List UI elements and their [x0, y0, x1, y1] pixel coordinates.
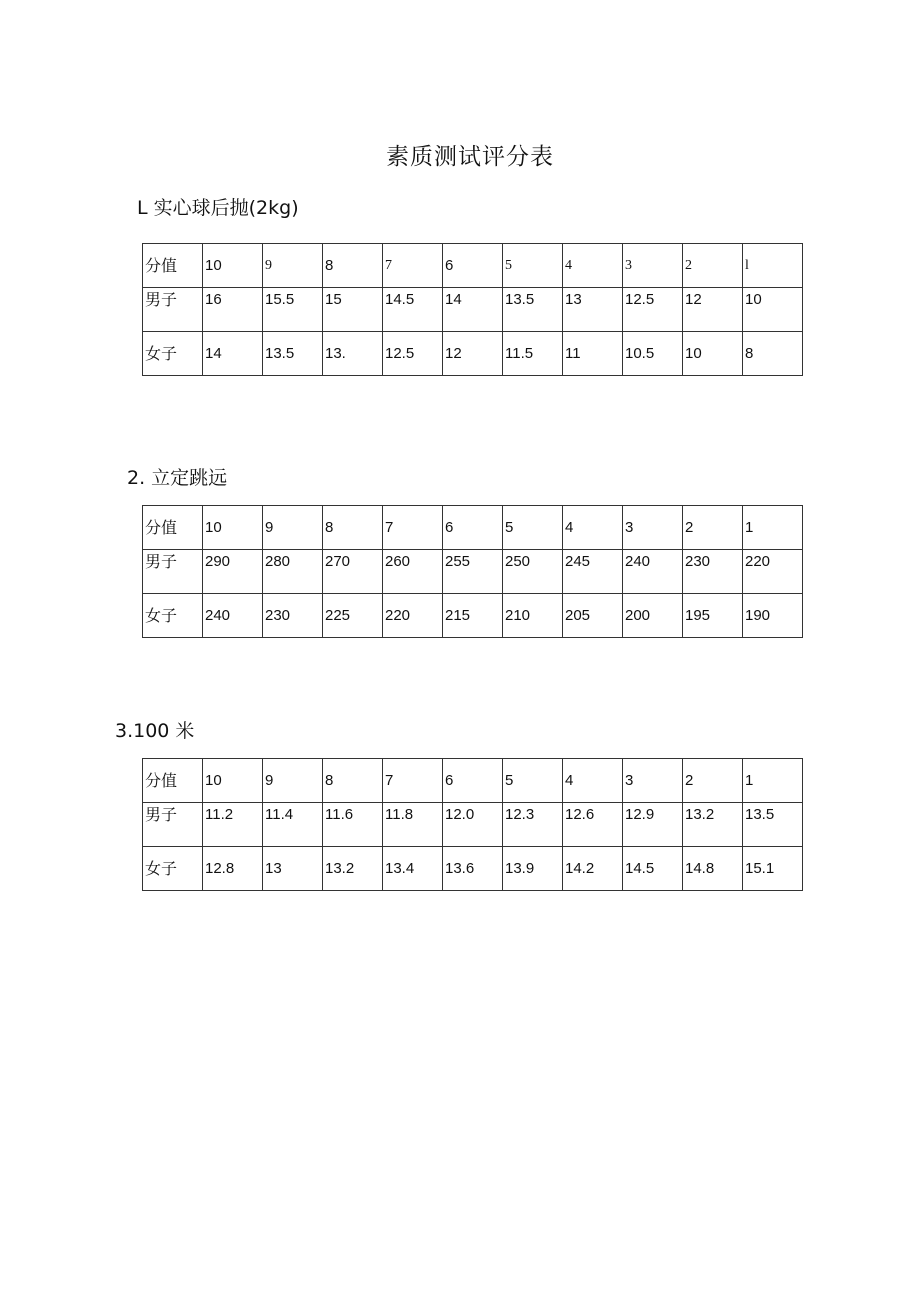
male-value-cell: 260 [383, 550, 443, 594]
row-label-female: 女子 [143, 332, 203, 376]
male-value-cell: 12.6 [563, 803, 623, 847]
male-value-cell: 12.9 [623, 803, 683, 847]
male-value-cell: 11.8 [383, 803, 443, 847]
male-value-cell: 13 [563, 288, 623, 332]
table-row [143, 803, 803, 847]
score-cell: 6 [443, 506, 503, 550]
section-heading-shot-put: L 实心球后抛(2kg) [137, 197, 299, 219]
female-value-cell: 230 [263, 594, 323, 638]
table-row [143, 288, 803, 332]
female-value-cell: 240 [203, 594, 263, 638]
row-label-male: 男子 [143, 288, 203, 332]
female-value-cell: 14.5 [623, 847, 683, 891]
female-value-cell: 8 [743, 332, 803, 376]
male-value-cell: 11.4 [263, 803, 323, 847]
female-value-cell: 10.5 [623, 332, 683, 376]
score-cell: 4 [563, 506, 623, 550]
score-table-100m [142, 758, 803, 891]
score-cell: 5 [503, 244, 563, 288]
female-value-cell: 220 [383, 594, 443, 638]
male-value-cell: 230 [683, 550, 743, 594]
female-value-cell: 200 [623, 594, 683, 638]
female-value-cell: 195 [683, 594, 743, 638]
female-value-cell: 11 [563, 332, 623, 376]
score-cell: 8 [323, 759, 383, 803]
score-cell: 2 [683, 506, 743, 550]
male-value-cell: 255 [443, 550, 503, 594]
female-value-cell: 12.5 [383, 332, 443, 376]
row-label-female: 女子 [143, 594, 203, 638]
score-cell: 5 [503, 506, 563, 550]
female-value-cell: 11.5 [503, 332, 563, 376]
score-cell: 5 [503, 759, 563, 803]
score-cell: 6 [443, 759, 503, 803]
score-table-long-jump [142, 505, 803, 638]
score-cell: l [743, 244, 803, 288]
male-value-cell: 290 [203, 550, 263, 594]
male-value-cell: 15 [323, 288, 383, 332]
table-row [143, 244, 803, 288]
score-cell: 10 [203, 244, 263, 288]
male-value-cell: 250 [503, 550, 563, 594]
page-title: 素质测试评分表 [386, 144, 554, 170]
female-value-cell: 225 [323, 594, 383, 638]
score-cell: 3 [623, 759, 683, 803]
table-row [143, 506, 803, 550]
score-cell: 9 [263, 244, 323, 288]
female-value-cell: 13 [263, 847, 323, 891]
table-row [143, 759, 803, 803]
female-value-cell: 13.2 [323, 847, 383, 891]
score-cell: 7 [383, 244, 443, 288]
score-cell: 1 [743, 506, 803, 550]
score-cell: 2 [683, 244, 743, 288]
score-cell: 10 [203, 759, 263, 803]
score-cell: 10 [203, 506, 263, 550]
male-value-cell: 12.0 [443, 803, 503, 847]
female-value-cell: 190 [743, 594, 803, 638]
section-heading-100m: 3.100 米 [115, 720, 195, 742]
male-value-cell: 270 [323, 550, 383, 594]
score-cell: 6 [443, 244, 503, 288]
score-cell: 4 [563, 244, 623, 288]
score-cell: 2 [683, 759, 743, 803]
row-label-male: 男子 [143, 550, 203, 594]
male-value-cell: 15.5 [263, 288, 323, 332]
female-value-cell: 215 [443, 594, 503, 638]
female-value-cell: 13.5 [263, 332, 323, 376]
female-value-cell: 15.1 [743, 847, 803, 891]
female-value-cell: 205 [563, 594, 623, 638]
male-value-cell: 245 [563, 550, 623, 594]
male-value-cell: 13.2 [683, 803, 743, 847]
male-value-cell: 13.5 [503, 288, 563, 332]
row-label-male: 男子 [143, 803, 203, 847]
section-heading-long-jump: 2. 立定跳远 [127, 467, 228, 489]
score-cell: 1 [743, 759, 803, 803]
female-value-cell: 210 [503, 594, 563, 638]
female-value-cell: 13.9 [503, 847, 563, 891]
female-value-cell: 13.4 [383, 847, 443, 891]
row-label-score: 分值 [143, 759, 203, 803]
female-value-cell: 12.8 [203, 847, 263, 891]
score-cell: 8 [323, 244, 383, 288]
male-value-cell: 11.2 [203, 803, 263, 847]
score-cell: 8 [323, 506, 383, 550]
row-label-score: 分值 [143, 244, 203, 288]
table-row [143, 847, 803, 891]
male-value-cell: 280 [263, 550, 323, 594]
score-cell: 3 [623, 506, 683, 550]
male-value-cell: 11.6 [323, 803, 383, 847]
table-row [143, 332, 803, 376]
female-value-cell: 10 [683, 332, 743, 376]
score-cell: 3 [623, 244, 683, 288]
table-row [143, 594, 803, 638]
row-label-female: 女子 [143, 847, 203, 891]
female-value-cell: 12 [443, 332, 503, 376]
row-label-score: 分值 [143, 506, 203, 550]
female-value-cell: 13. [323, 332, 383, 376]
female-value-cell: 14.2 [563, 847, 623, 891]
male-value-cell: 10 [743, 288, 803, 332]
female-value-cell: 14 [203, 332, 263, 376]
table-row [143, 550, 803, 594]
male-value-cell: 16 [203, 288, 263, 332]
score-cell: 4 [563, 759, 623, 803]
score-cell: 9 [263, 759, 323, 803]
male-value-cell: 13.5 [743, 803, 803, 847]
male-value-cell: 12.3 [503, 803, 563, 847]
score-cell: 9 [263, 506, 323, 550]
male-value-cell: 12 [683, 288, 743, 332]
male-value-cell: 14.5 [383, 288, 443, 332]
score-table-shot-put [142, 243, 803, 376]
female-value-cell: 13.6 [443, 847, 503, 891]
male-value-cell: 240 [623, 550, 683, 594]
male-value-cell: 220 [743, 550, 803, 594]
female-value-cell: 14.8 [683, 847, 743, 891]
score-cell: 7 [383, 759, 443, 803]
male-value-cell: 12.5 [623, 288, 683, 332]
male-value-cell: 14 [443, 288, 503, 332]
score-cell: 7 [383, 506, 443, 550]
